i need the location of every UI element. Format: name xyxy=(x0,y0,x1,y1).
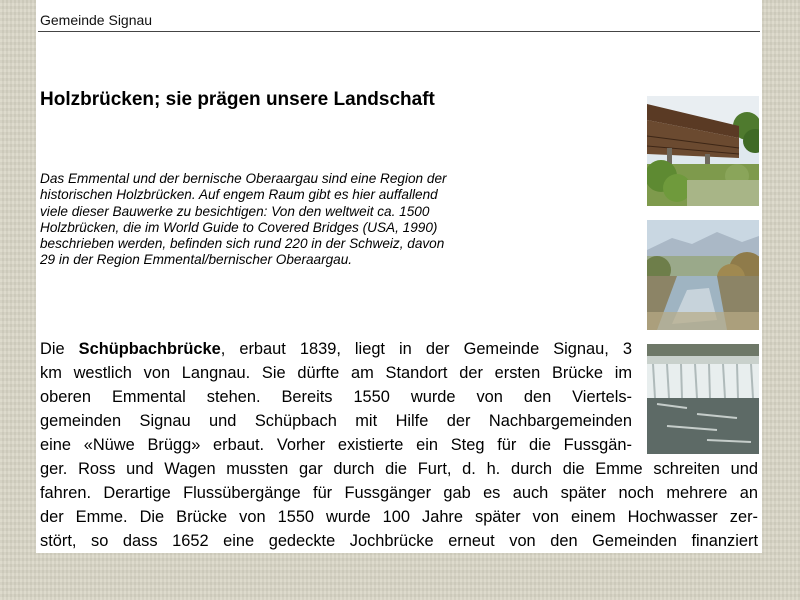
body-line: km westlich von Langnau. Sie dürfte am Standort der ersten Brücke im xyxy=(40,364,632,382)
body-line: oberen Emmental stehen. Bereits 1550 wurde von den Viertels- xyxy=(40,388,632,406)
body-line xyxy=(40,337,632,361)
body-text-rest: , erbaut 1839, liegt in der Gemeinde Signau, 3 xyxy=(220,340,632,358)
body-text-prefix: Die xyxy=(40,340,79,358)
intro-line: historischen Holzbrücken. Auf engem Raum gibt es hier auffallend xyxy=(40,187,438,203)
intro-line: Holzbrücken, die im World Guide to Covered Bridges (USA, 1990) xyxy=(40,219,438,235)
bridge-name: Schüpbachbrücke xyxy=(78,340,221,358)
body-line: der Emme. Die Brücke von 1550 wurde 100 Jahre später von einem Hochwasser zer- xyxy=(40,508,758,526)
header-divider xyxy=(38,31,760,32)
body-line: ger. Ross und Wagen mussten gar durch die Furt, d. h. durch die Emme schreiten und xyxy=(40,460,758,478)
page-title: Holzbrücken; sie prägen unsere Landschaft xyxy=(40,89,435,110)
weir-waterfall-photo xyxy=(647,344,759,454)
body-line: stört, so dass 1652 eine gedeckte Jochbrücke erneut von den Gemeinden finanziert xyxy=(40,532,758,550)
intro-paragraph xyxy=(40,171,510,269)
covered-bridge-photo xyxy=(647,96,759,206)
body-line: fahren. Derartige Flussübergänge für Fussgänger gab es auch später noch mehrere an xyxy=(40,484,758,502)
river-landscape-photo xyxy=(647,220,759,330)
intro-line: 29 in der Region Emmental/bernischer Oberaargau. xyxy=(40,252,353,268)
intro-line: beschrieben werden, befinden sich rund 220 in der Schweiz, davon xyxy=(40,236,445,252)
body-line: gemeinden Signau und Schüpbach mit Hilfe der Nachbargemeinden xyxy=(40,412,632,430)
header-title: Gemeinde Signau xyxy=(40,12,153,28)
body-line: eine «Nüwe Brügg» erbaut. Vorher existierte ein Steg für die Fussgän- xyxy=(40,436,632,454)
intro-line: Das Emmental und der bernische Oberaargau sind eine Region der xyxy=(40,171,447,186)
intro-line: viele dieser Bauwerke zu besichtigen: Von den weltweit ca. 1500 xyxy=(40,203,430,219)
document-page xyxy=(36,0,762,553)
